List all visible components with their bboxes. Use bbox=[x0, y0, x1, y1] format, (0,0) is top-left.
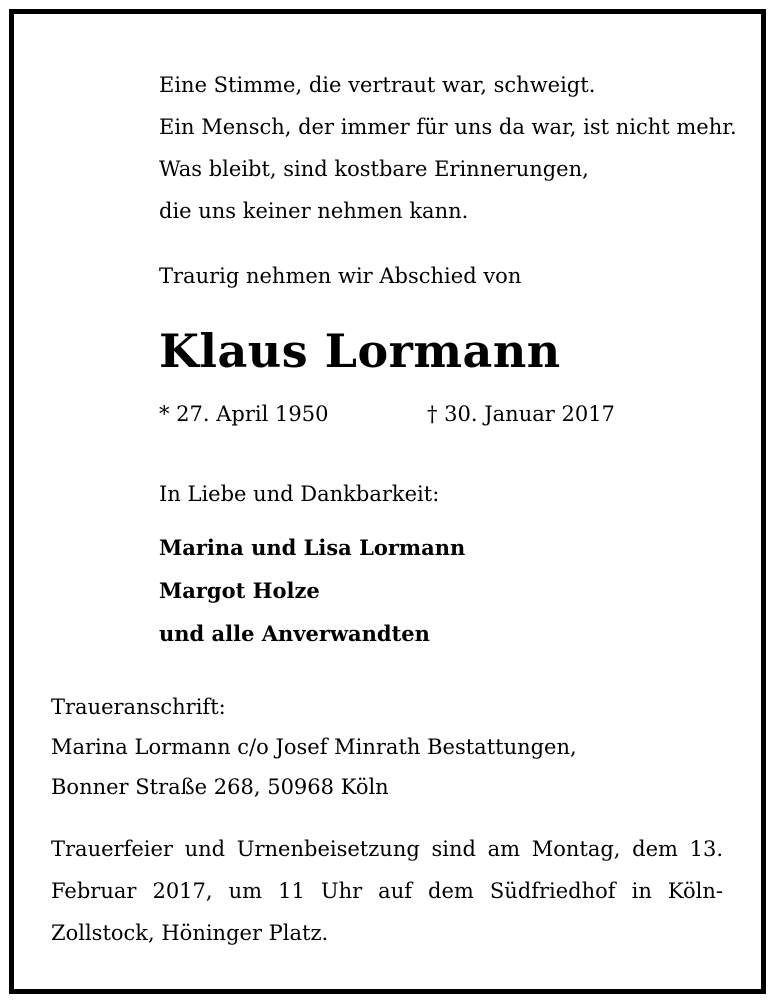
birth-date: * 27. April 1950 bbox=[159, 402, 329, 426]
address-line: Marina Lormann c/o Josef Minrath Bestattungen, bbox=[51, 735, 577, 759]
death-date: † 30. Januar 2017 bbox=[427, 402, 615, 426]
poem-line: Ein Mensch, der immer für uns da war, ist nicht mehr. bbox=[159, 115, 737, 139]
poem-line: Eine Stimme, die vertraut war, schweigt. bbox=[159, 73, 596, 97]
ceremony-info: Trauerfeier und Urnenbeisetzung sind am Montag, dem 13. Februar 2017, um 11 Uhr auf dem Südfriedhof in Köln-Zollstock, Höninger Platz. bbox=[51, 837, 723, 945]
deceased-name: Klaus Lormann bbox=[159, 324, 561, 378]
farewell-intro: Traurig nehmen wir Abschied von bbox=[159, 264, 522, 288]
gratitude-line: In Liebe und Dankbarkeit: bbox=[159, 482, 440, 506]
mourner: und alle Anverwandten bbox=[159, 621, 430, 646]
address-label: Traueranschrift: bbox=[51, 695, 226, 719]
mourners-list bbox=[159, 526, 465, 655]
poem bbox=[159, 64, 737, 232]
mourner: Marina und Lisa Lormann bbox=[159, 535, 466, 560]
obituary-notice bbox=[9, 9, 766, 994]
poem-line: Was bleibt, sind kostbare Erinnerungen, bbox=[159, 157, 589, 181]
poem-line: die uns keiner nehmen kann. bbox=[159, 199, 469, 223]
mourning-address bbox=[51, 687, 577, 807]
mourner: Margot Holze bbox=[159, 578, 320, 603]
address-line: Bonner Straße 268, 50968 Köln bbox=[51, 775, 389, 799]
